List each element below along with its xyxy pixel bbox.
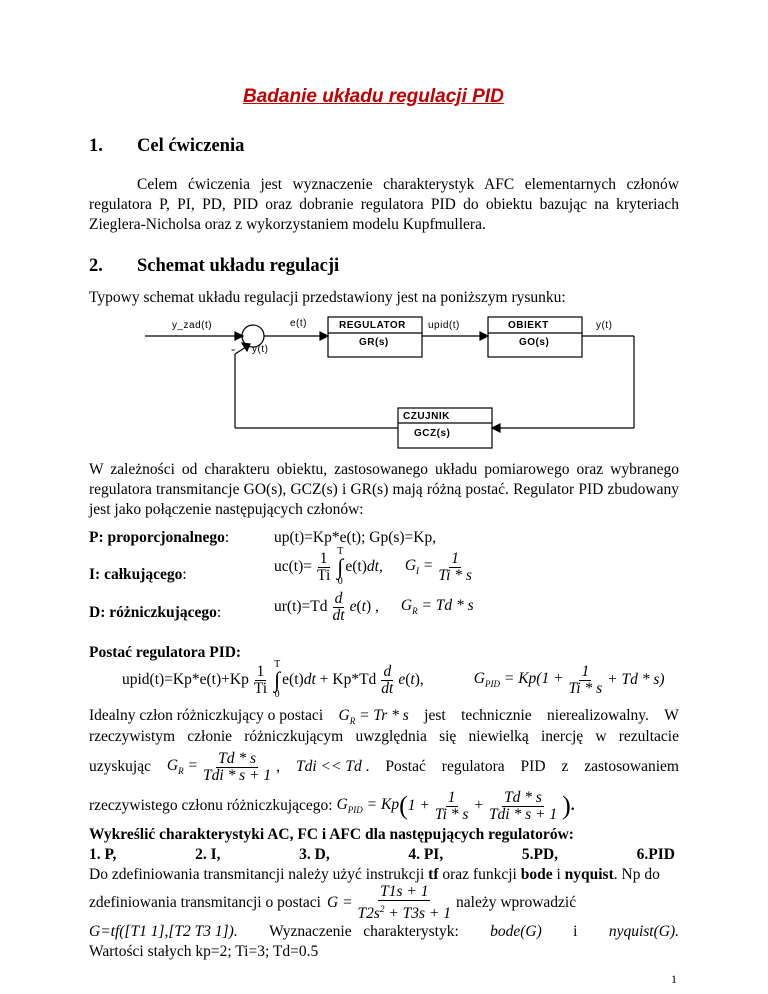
regulator-list-item: 4. PI, [408, 846, 444, 863]
block-diagram [140, 310, 640, 450]
pid-formula: upid(t)=Kp*e(t)+Kp $\frac{1}{Ti}$ T ∫ 0 e(t)dt + Kp*Td $\frac{d}{dt}$ e(t), $G_{PID} = Kp(1$ + $\frac{1}{Ti * s}$ + Td * s) [122, 659, 665, 700]
object-title: OBIEKT [508, 320, 549, 331]
regulator-list-item: 6.PID [636, 846, 675, 863]
paragraph-transmittances: W zależności od charakteru obiektu, zastosowanego układu pomiarowego oraz wybranego regulatora transmitancje GO(s), GCZ(s) i GR(s) mają różną postać. Regulator PID zbudowany jest jako połączenie następujących członów: [89, 461, 679, 518]
pid-heading: Postać regulatora PID: [89, 644, 242, 661]
section-2-heading: Schemat układu regulacji [137, 256, 340, 276]
term-d-label: D: różniczkującego: [89, 604, 222, 621]
error-signal-label: e(t) [290, 318, 307, 329]
feedback-signal-label: y(t) [252, 344, 269, 355]
term-p-formula: up(t)=Kp*e(t); Gp(s)=Kp, [274, 529, 437, 546]
regulator-list-item: 5.PD, [521, 846, 559, 863]
section-2-number: 2. [89, 256, 103, 276]
section-2-intro: Typowy schemat układu regulacji przedstawiony jest na poniższym rysunku: [89, 289, 566, 306]
real-derivative-line: uzyskując $G_R$ = $\frac{Td * s}{\text{Tdi * s + 1}}$ , Tdi << Td . Postać regulatora PID z zastosowaniem [89, 749, 679, 784]
tf-command-line: G=tf([T1 1],[T2 T3 1]). Wyznaczenie charakterystyk: bode(G) i nyquist(G). [89, 923, 679, 940]
term-p-label: P: proporcjonalnego: [89, 529, 230, 546]
regulator-list [89, 846, 675, 864]
sensor-transfer-function: GCZ(s) [414, 428, 451, 439]
ideal-derivative-line-1: Idealny człon różniczkujący o postaci $G_R = Tr * s$ jest technicznie nierealizowalny. W [89, 707, 679, 727]
regulator-title: REGULATOR [339, 320, 406, 331]
tf-instruction-line: Do zdefiniowania transmitancji należy użyć instrukcji tf oraz funkcji bode i nyquist. Np do [89, 866, 660, 883]
real-pid-line: rzeczywistego członu różniczkującego: $G_{PID} = Kp$ ( 1 + $\frac{1}{Ti * s}$ + $\frac{Td * s}{\text{Tdi * s + 1}}$ ) . [89, 788, 575, 823]
regulator-list-item: 1. P, [89, 846, 117, 863]
term-i-formula: uc(t)= $\frac{1}{Ti}$ T ∫ 0 e(t)dt, $G_I$ = $\frac{1}{Ti * s}$ [274, 546, 472, 587]
page-title: Badanie układu regulacji PID [243, 86, 504, 107]
section-1-heading: Cel ćwiczenia [137, 136, 245, 156]
minus-sign: - [231, 341, 236, 356]
object-transfer-function: GO(s) [519, 337, 550, 348]
characteristics-heading: Wykreślić charakterystyki AC, FC i AFC dla następujących regulatorów: [89, 826, 574, 843]
term-d-formula: ur(t)=Td $\frac{d}{dt}$ e(t) , $G_R = Td * s$ [274, 589, 474, 624]
sensor-title: CZUJNIK [403, 411, 450, 422]
term-i-label: I: całkującego: [89, 566, 187, 583]
input-signal-label: y_zad(t) [172, 320, 213, 331]
regulator-list-item: 3. D, [299, 846, 330, 863]
output-signal-label: y(t) [596, 320, 613, 331]
section-1-number: 1. [89, 136, 103, 156]
control-signal-label: upid(t) [428, 320, 460, 331]
tf-example-line: zdefiniowania transmitancji o postaci G = $\frac{T1s + 1}{T2s^2 + T3s + 1}$ należy wprowadzić [89, 882, 577, 923]
page-number: 1 [671, 972, 677, 986]
ideal-derivative-line-2: rzeczywistym członie różniczkującym uwzględnia się niewielką inercję w rezultacie [89, 728, 679, 745]
constants-line: Wartości stałych kp=2; Ti=3; Td=0.5 [89, 943, 319, 960]
regulator-list-item: 2. I, [195, 846, 221, 863]
section-1-paragraph: Celem ćwiczenia jest wyznaczenie charakterystyk AFC elementarnych członów regulatora P, PI, PD, PID oraz dobranie regulatora PID do obiektu bazując na kryteriach Zieglera-Nicholsa oraz z wykorzystaniem modelu Kupfmullera. [89, 176, 679, 233]
regulator-transfer-function: GR(s) [359, 337, 389, 348]
